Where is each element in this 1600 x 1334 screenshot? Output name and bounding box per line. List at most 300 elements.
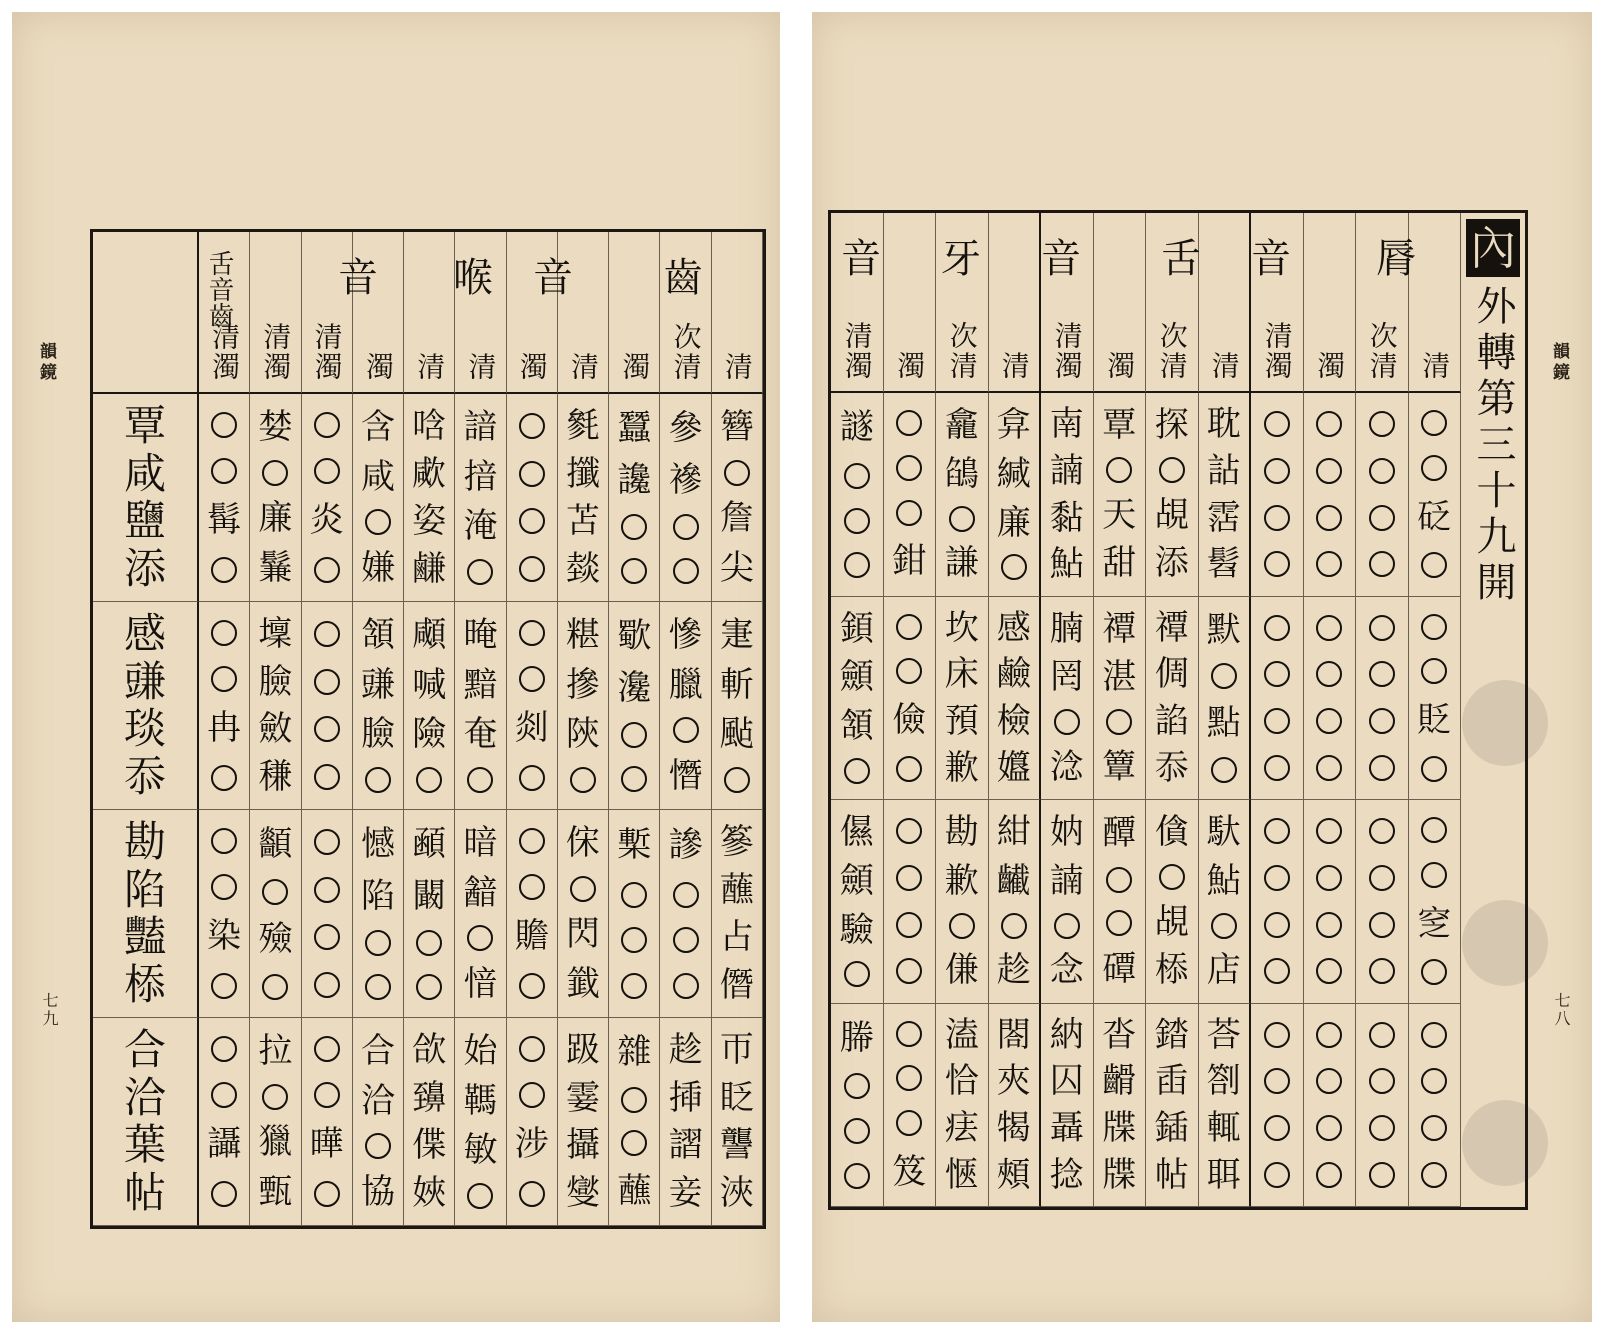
- empty-circle: [1316, 1022, 1342, 1048]
- table-cell: [302, 810, 353, 1018]
- empty-circle: [673, 717, 699, 743]
- table-char: 篸: [719, 821, 754, 862]
- table-cell: [1251, 597, 1304, 801]
- empty-circle: [467, 559, 493, 585]
- table-char: 合: [360, 1030, 395, 1071]
- table-char: 寁: [719, 614, 754, 655]
- title-number: 內: [1466, 219, 1520, 277]
- empty-circle: [1159, 864, 1185, 890]
- table-cell: [353, 394, 404, 602]
- empty-circle: [1421, 658, 1447, 684]
- table-char: 暗: [463, 822, 498, 863]
- rime-table-right: [828, 210, 1528, 1210]
- column-header-label: 清: [1418, 351, 1452, 381]
- table-cell: [1041, 393, 1094, 597]
- empty-circle: [262, 879, 288, 905]
- table-cell: [353, 602, 404, 810]
- empty-circle: [1369, 1115, 1395, 1141]
- empty-circle: [1369, 551, 1395, 577]
- table-cell: [1304, 800, 1357, 1004]
- empty-circle: [621, 766, 647, 792]
- table-char: 天: [1102, 494, 1137, 535]
- table-char: 聑: [1206, 1154, 1241, 1195]
- table-char: 謵: [668, 1125, 703, 1166]
- empty-circle: [1369, 1162, 1395, 1188]
- rime-char: 洽: [123, 1072, 166, 1122]
- table-cell: [609, 1018, 660, 1226]
- empty-circle: [1369, 505, 1395, 531]
- table-char: 蠶: [617, 407, 652, 448]
- table-char: 欱: [412, 1029, 447, 1070]
- table-char: 磹: [1102, 949, 1137, 990]
- empty-circle: [1369, 1022, 1395, 1048]
- empty-circle: [1001, 913, 1027, 939]
- table-char: 䶤: [1102, 1061, 1137, 1102]
- column-header: [884, 213, 937, 393]
- empty-circle: [365, 974, 391, 1000]
- table-char: 牒: [1102, 1154, 1137, 1195]
- table-char: 摻: [566, 664, 601, 705]
- table-char: 耽: [1206, 404, 1241, 445]
- table-char: 帖: [1154, 1154, 1189, 1195]
- column-header-label: 清: [997, 351, 1031, 381]
- table-char: 㰹: [412, 453, 447, 494]
- rime-table-left: [90, 229, 766, 1229]
- table-cell: [558, 394, 609, 602]
- table-cell: [1304, 1004, 1357, 1208]
- table-char: 嫌: [360, 548, 395, 589]
- table-char: 涉: [514, 1124, 549, 1165]
- empty-circle: [1369, 865, 1395, 891]
- table-char: 南: [1049, 404, 1084, 445]
- table-char: 歜: [617, 615, 652, 656]
- table-char: 贍: [514, 916, 549, 957]
- right-page: [812, 12, 1592, 1322]
- table-cell: [1094, 393, 1147, 597]
- table-char: 冉: [207, 708, 242, 749]
- table-cell: [353, 1018, 404, 1226]
- table-char: 咸: [360, 456, 395, 497]
- table-char: 勘: [944, 812, 979, 853]
- table-char: 禫: [1102, 608, 1137, 649]
- empty-circle: [365, 767, 391, 793]
- empty-circle: [314, 1082, 340, 1108]
- rime-char: 勘: [123, 816, 166, 866]
- empty-circle: [570, 767, 596, 793]
- table-char: 婪: [258, 406, 293, 447]
- empty-circle: [1316, 458, 1342, 484]
- table-char: 窆: [1417, 903, 1452, 944]
- table-cell: [1199, 597, 1252, 801]
- table-cell: [884, 393, 937, 597]
- table-cell: [507, 1018, 558, 1226]
- table-char: 稴: [258, 757, 293, 798]
- rime-char: 葉: [123, 1120, 166, 1170]
- table-char: 沓: [1102, 1014, 1137, 1055]
- empty-circle: [896, 958, 922, 984]
- empty-circle: [844, 1073, 870, 1099]
- table-char: 㬺: [839, 1017, 874, 1058]
- empty-circle: [519, 1082, 545, 1108]
- table-char: 獵: [258, 1122, 293, 1163]
- table-char: 儑: [839, 812, 874, 853]
- table-cell: [989, 800, 1042, 1004]
- empty-circle: [365, 509, 391, 535]
- table-char: 禫: [1154, 607, 1189, 648]
- table-char: 唅: [412, 405, 447, 446]
- table-cell: [1094, 1004, 1147, 1208]
- table-char: 苫: [566, 501, 601, 542]
- table-char: 甄: [258, 1172, 293, 1213]
- empty-circle: [467, 925, 493, 951]
- table-cell: [660, 810, 711, 1018]
- empty-circle: [519, 973, 545, 999]
- table-char: 坎: [944, 607, 979, 648]
- table-char: 詹: [719, 498, 754, 539]
- column-header: [609, 232, 660, 394]
- empty-circle: [519, 461, 545, 487]
- column-header: [712, 232, 763, 394]
- column-header: [404, 232, 455, 394]
- table-char: 燅: [566, 549, 601, 590]
- table-char: 覃: [1102, 405, 1137, 446]
- table-char: 斬: [719, 664, 754, 705]
- table-char: 協: [360, 1172, 395, 1213]
- header-group-label: 音: [841, 236, 881, 282]
- table-char: 頰: [996, 1154, 1031, 1195]
- table-char: 醰: [1102, 813, 1137, 854]
- column-header-label: 清濁: [1050, 321, 1084, 381]
- table-char: 染: [207, 916, 242, 957]
- empty-circle: [1211, 913, 1237, 939]
- empty-circle: [519, 1181, 545, 1207]
- empty-circle: [621, 722, 647, 748]
- empty-circle: [314, 972, 340, 998]
- header-group-label: 喉: [453, 255, 493, 301]
- table-cell: [1409, 800, 1462, 1004]
- table-cell: [250, 810, 301, 1018]
- table-char: 念: [1049, 950, 1084, 991]
- table-char: 帀: [719, 1029, 754, 1070]
- table-char: 輒: [1206, 1108, 1241, 1149]
- table-char: 憾: [360, 823, 395, 864]
- empty-circle: [1316, 1068, 1342, 1094]
- column-header-label: 清: [464, 352, 498, 382]
- table-char: 俕: [566, 822, 601, 863]
- table-char: 晻: [463, 614, 498, 655]
- table-char: 揷: [668, 1077, 703, 1118]
- empty-circle: [1001, 554, 1027, 580]
- empty-circle: [1211, 663, 1237, 689]
- table-cell: [1199, 1004, 1252, 1208]
- table-char: 黏: [1049, 497, 1084, 538]
- empty-circle: [211, 458, 237, 484]
- table-char: 諂: [1154, 701, 1189, 742]
- rime-char: 豔: [123, 912, 166, 962]
- table-cell: [936, 393, 989, 597]
- column-header-label: 清濁: [259, 322, 293, 382]
- empty-circle: [1316, 755, 1342, 781]
- empty-circle: [1369, 1068, 1395, 1094]
- table-char: 韽: [463, 872, 498, 913]
- column-header-label: 清濁: [840, 321, 874, 381]
- table-cell: [302, 1018, 353, 1226]
- empty-circle: [314, 1181, 340, 1207]
- table-char: 鉗: [892, 541, 927, 582]
- empty-circle: [416, 767, 442, 793]
- empty-circle: [519, 765, 545, 791]
- rime-char: 忝: [123, 752, 166, 802]
- empty-circle: [1421, 410, 1447, 436]
- empty-circle: [621, 973, 647, 999]
- table-char: 敏: [463, 1130, 498, 1171]
- table-char: 霎: [566, 1077, 601, 1118]
- empty-circle: [1421, 1022, 1447, 1048]
- table-cell: [250, 1018, 301, 1226]
- header-group-label: 舌: [1161, 236, 1201, 282]
- table-char: 顉: [839, 608, 874, 649]
- table-char: 探: [1154, 405, 1189, 446]
- table-char: 姿: [412, 501, 447, 542]
- table-char: 牒: [1102, 1108, 1137, 1149]
- table-char: 感: [996, 607, 1031, 648]
- table-char: 浹: [719, 1173, 754, 1214]
- table-title: [1461, 213, 1525, 1207]
- table-char: 預: [944, 701, 979, 742]
- empty-circle: [673, 882, 699, 908]
- table-char: 趁: [996, 950, 1031, 991]
- table-char: 鍤: [1154, 1108, 1189, 1149]
- table-cell: [712, 602, 763, 810]
- table-cell: [1251, 800, 1304, 1004]
- column-header: [250, 232, 301, 394]
- table-cell: [712, 394, 763, 602]
- empty-circle: [314, 458, 340, 484]
- table-char: 淰: [1049, 746, 1084, 787]
- table-char: 攕: [566, 453, 601, 494]
- empty-circle: [211, 874, 237, 900]
- empty-circle: [1421, 614, 1447, 640]
- table-char: 始: [463, 1030, 498, 1071]
- empty-circle: [1264, 958, 1290, 984]
- table-char: 喊: [412, 664, 447, 705]
- table-char: 毿: [566, 405, 601, 446]
- table-cell: [507, 394, 558, 602]
- table-cell: [660, 1018, 711, 1226]
- empty-circle: [673, 514, 699, 540]
- table-char: 廉: [258, 498, 293, 539]
- table-char: 臘: [668, 664, 703, 705]
- table-char: 雜: [617, 1031, 652, 1072]
- table-char: 臿: [1154, 1061, 1189, 1102]
- empty-circle: [1264, 1068, 1290, 1094]
- rime-char: 琰: [123, 704, 166, 754]
- table-char: 愔: [463, 964, 498, 1005]
- table-char: 慘: [668, 614, 703, 655]
- empty-circle: [1211, 757, 1237, 783]
- table-char: 髯: [207, 500, 242, 541]
- table-cell: [936, 800, 989, 1004]
- table-cell: [936, 1004, 989, 1208]
- rime-label: [93, 1018, 199, 1226]
- empty-circle: [314, 829, 340, 855]
- empty-circle: [844, 552, 870, 578]
- table-cell: [404, 602, 455, 810]
- table-cell: [1304, 597, 1357, 801]
- table-char: 殮: [258, 919, 293, 960]
- page-number-left: 七九: [40, 992, 59, 1028]
- empty-circle: [1264, 1115, 1290, 1141]
- empty-circle: [1054, 913, 1080, 939]
- empty-circle: [621, 1130, 647, 1156]
- column-header-label: 濁: [618, 352, 652, 382]
- empty-circle: [314, 621, 340, 647]
- column-header: [1409, 213, 1462, 393]
- table-char: 鹼: [996, 654, 1031, 695]
- empty-circle: [844, 758, 870, 784]
- table-char: 顩: [839, 657, 874, 698]
- empty-circle: [1369, 615, 1395, 641]
- empty-circle: [844, 1118, 870, 1144]
- table-char: 忝: [1154, 747, 1189, 788]
- table-char: 揞: [463, 456, 498, 497]
- table-char: 占: [719, 917, 754, 958]
- table-cell: [353, 810, 404, 1018]
- title-text: 外轉第三十九開: [1470, 285, 1516, 607]
- table-char: 貶: [1417, 700, 1452, 741]
- table-char: 闞: [412, 875, 447, 916]
- table-char: 險: [412, 714, 447, 755]
- table-cell: [884, 597, 937, 801]
- empty-circle: [1316, 505, 1342, 531]
- table-char: 䩻: [463, 1080, 498, 1121]
- table-char: 參: [668, 407, 703, 448]
- table-cell: [250, 602, 301, 810]
- table-char: 湛: [1102, 657, 1137, 698]
- rime-label: [93, 394, 199, 602]
- table-char: 聶: [1049, 1108, 1084, 1149]
- empty-circle: [314, 557, 340, 583]
- empty-circle: [1369, 458, 1395, 484]
- column-header-label: 濁: [1313, 351, 1347, 381]
- rime-char: 添: [123, 544, 166, 594]
- header-corner: [93, 232, 199, 394]
- table-char: 笈: [892, 1151, 927, 1192]
- table-cell: [199, 810, 250, 1018]
- rime-char: 覃: [123, 400, 166, 450]
- empty-circle: [673, 558, 699, 584]
- empty-circle: [1264, 615, 1290, 641]
- table-cell: [302, 602, 353, 810]
- empty-circle: [896, 1065, 922, 1091]
- empty-circle: [896, 614, 922, 640]
- table-cell: [1041, 800, 1094, 1004]
- table-char: 頷: [839, 706, 874, 747]
- table-char: 罔: [1049, 657, 1084, 698]
- empty-circle: [1316, 661, 1342, 687]
- table-cell: [558, 1018, 609, 1226]
- empty-circle: [844, 961, 870, 987]
- table-char: 閤: [996, 1014, 1031, 1055]
- table-cell: [558, 602, 609, 810]
- empty-circle: [673, 927, 699, 953]
- table-cell: [404, 394, 455, 602]
- empty-circle: [1369, 708, 1395, 734]
- empty-circle: [365, 1133, 391, 1159]
- empty-circle: [519, 1036, 545, 1062]
- empty-circle: [1159, 457, 1185, 483]
- table-char: 襂: [668, 459, 703, 500]
- table-char: 鮎: [1049, 544, 1084, 585]
- table-cell: [1199, 393, 1252, 597]
- table-cell: [1041, 1004, 1094, 1208]
- table-char: 簪: [719, 406, 754, 447]
- header-group-label: 音: [1041, 236, 1081, 282]
- table-cell: [507, 602, 558, 810]
- table-char: 鵮: [944, 453, 979, 494]
- empty-circle: [896, 912, 922, 938]
- table-char: 讋: [719, 1125, 754, 1166]
- table-cell: [609, 810, 660, 1018]
- empty-circle: [1264, 865, 1290, 891]
- empty-circle: [1369, 912, 1395, 938]
- empty-circle: [1264, 411, 1290, 437]
- empty-circle: [896, 818, 922, 844]
- empty-circle: [519, 508, 545, 534]
- table-char: 臉: [360, 714, 395, 755]
- empty-circle: [896, 1110, 922, 1136]
- table-cell: [1094, 597, 1147, 801]
- column-header-label: 清濁: [208, 322, 242, 382]
- empty-circle: [1421, 862, 1447, 888]
- empty-circle: [416, 974, 442, 1000]
- table-cell: [1146, 393, 1199, 597]
- empty-circle: [621, 882, 647, 908]
- empty-circle: [1421, 1162, 1447, 1188]
- empty-circle: [1264, 1022, 1290, 1048]
- table-char: 㹇: [996, 1108, 1031, 1149]
- table-char: 捻: [1049, 1154, 1084, 1195]
- table-char: 諵: [1049, 450, 1084, 491]
- table-char: 默: [1206, 609, 1241, 650]
- rime-char: 㮇: [123, 960, 166, 1010]
- empty-circle: [1316, 958, 1342, 984]
- empty-circle: [467, 767, 493, 793]
- table-char: 淹: [463, 506, 498, 547]
- table-char: 點: [1206, 703, 1241, 744]
- column-header: [1094, 213, 1147, 393]
- table-cell: [831, 800, 884, 1004]
- table-cell: [455, 602, 506, 810]
- table-char: 憯: [668, 756, 703, 797]
- table-cell: [609, 602, 660, 810]
- table-char: 龕: [944, 405, 979, 446]
- empty-circle: [1316, 551, 1342, 577]
- column-header: [1304, 213, 1357, 393]
- table-cell: [1356, 1004, 1409, 1208]
- empty-circle: [519, 620, 545, 646]
- empty-circle: [211, 828, 237, 854]
- empty-circle: [1106, 709, 1132, 735]
- empty-circle: [1264, 661, 1290, 687]
- column-header-label: 次清: [669, 322, 703, 382]
- empty-circle: [262, 460, 288, 486]
- table-cell: [1199, 800, 1252, 1004]
- table-char: 恰: [944, 1061, 979, 1102]
- table-cell: [884, 1004, 937, 1208]
- empty-circle: [211, 765, 237, 791]
- empty-circle: [949, 506, 975, 532]
